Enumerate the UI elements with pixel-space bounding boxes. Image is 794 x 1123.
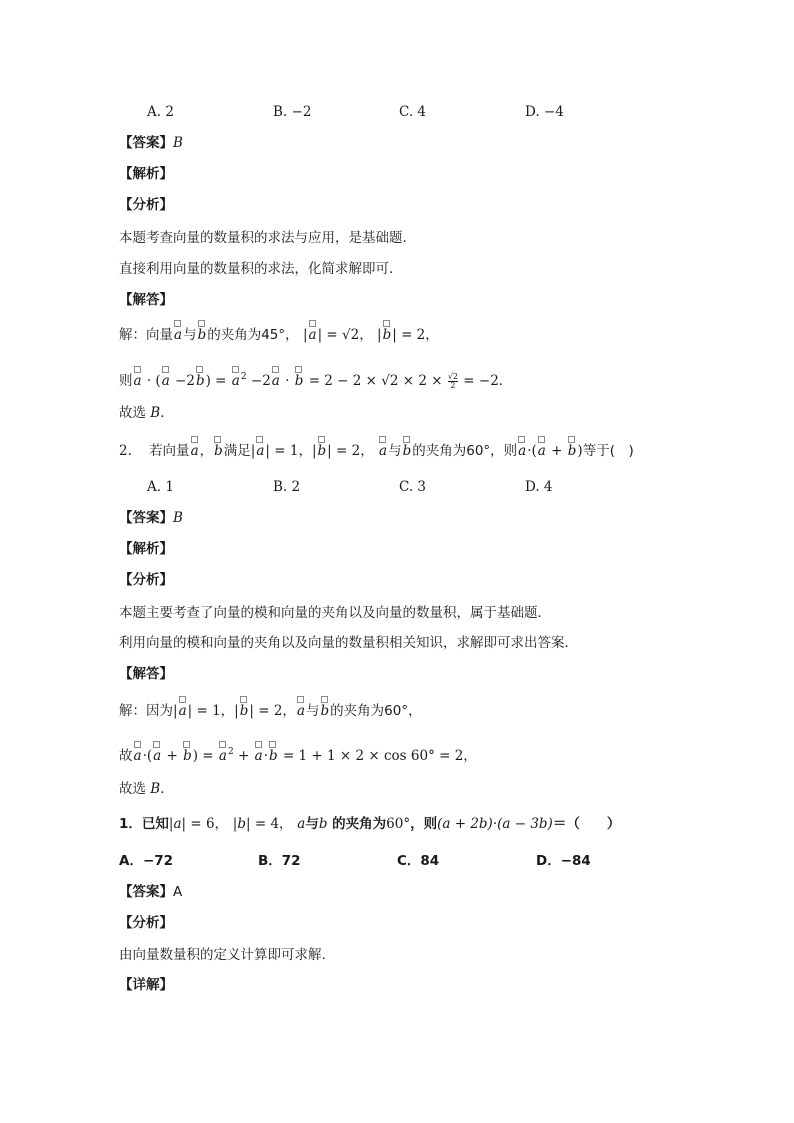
question-stem: 1．已知|a| = 6， |b| = 4， a与b 的夹角为60°，则(a + 2b)·(a − 3b)＝（ ） bbox=[119, 816, 621, 832]
option-a: A．−72 bbox=[119, 853, 174, 869]
option-c: C．84 bbox=[397, 853, 440, 869]
solution-line: 则$a \cdot (a -2b) = a^2 -2a \cdot b = 2 - 2 \times √2 \times 2$ × $\frac{√2}{2}$ = −2． bbox=[119, 372, 513, 390]
option-a: A. 1 bbox=[147, 479, 174, 495]
conclusion-line: 故选 B． bbox=[119, 781, 174, 797]
solution-line: 解：向量a与b的夹角为45°， |a| = √2， |b| = 2， bbox=[119, 327, 439, 343]
fenxi-text: 直接利用向量的数量积的求法，化简求解即可． bbox=[119, 261, 403, 277]
fenxi-text: 利用向量的模和向量的夹角以及向量的数量积相关知识，求解即可求出答案． bbox=[119, 635, 578, 651]
answer-line: 【答案】B bbox=[119, 510, 183, 526]
fenxi-text: 由向量数量积的定义计算即可求解. bbox=[119, 947, 326, 963]
jieda-label: 【解答】 bbox=[119, 666, 173, 682]
fenxi-label: 【分析】 bbox=[119, 572, 173, 588]
conclusion-line: 故选 B． bbox=[119, 405, 174, 421]
option-d: D. 4 bbox=[525, 479, 553, 495]
option-b: B. −2 bbox=[273, 104, 312, 120]
analysis-label: 【解析】 bbox=[119, 166, 173, 182]
fenxi-text: 本题主要考查了向量的模和向量的夹角以及向量的数量积，属于基础题． bbox=[119, 605, 551, 621]
option-c: C. 4 bbox=[399, 104, 427, 120]
option-d: D．−84 bbox=[536, 853, 591, 869]
jieda-label: 【解答】 bbox=[119, 292, 173, 308]
solution-line: 解：因为|a| = 1，|b| = 2，a与b的夹角为60°， bbox=[119, 703, 422, 719]
answer-line: 【答案】B bbox=[119, 135, 183, 151]
solution-line: 故$a\cdot(a + b) = a^2 + a\cdot b = 1 + 1 \times 2 \times \cos 60^\circ = 2$， bbox=[119, 747, 477, 764]
option-a: A. 2 bbox=[147, 104, 174, 120]
fenxi-text: 本题考查向量的数量积的求法与应用，是基础题． bbox=[119, 230, 416, 246]
option-b: B．72 bbox=[258, 853, 301, 869]
xiangjie-label: 【详解】 bbox=[119, 977, 173, 993]
option-b: B. 2 bbox=[273, 479, 301, 495]
answer-line: 【答案】A bbox=[119, 884, 183, 900]
question-stem: 2. 若向量a，b满足|a| = 1，|b| = 2， a与b的夹角为60°，则a·(a + b)等于( ) bbox=[119, 443, 634, 459]
fenxi-label: 【分析】 bbox=[119, 197, 173, 213]
fenxi-label: 【分析】 bbox=[119, 915, 173, 931]
analysis-label: 【解析】 bbox=[119, 541, 173, 557]
option-d: D. −4 bbox=[525, 104, 564, 120]
option-c: C. 3 bbox=[399, 479, 427, 495]
